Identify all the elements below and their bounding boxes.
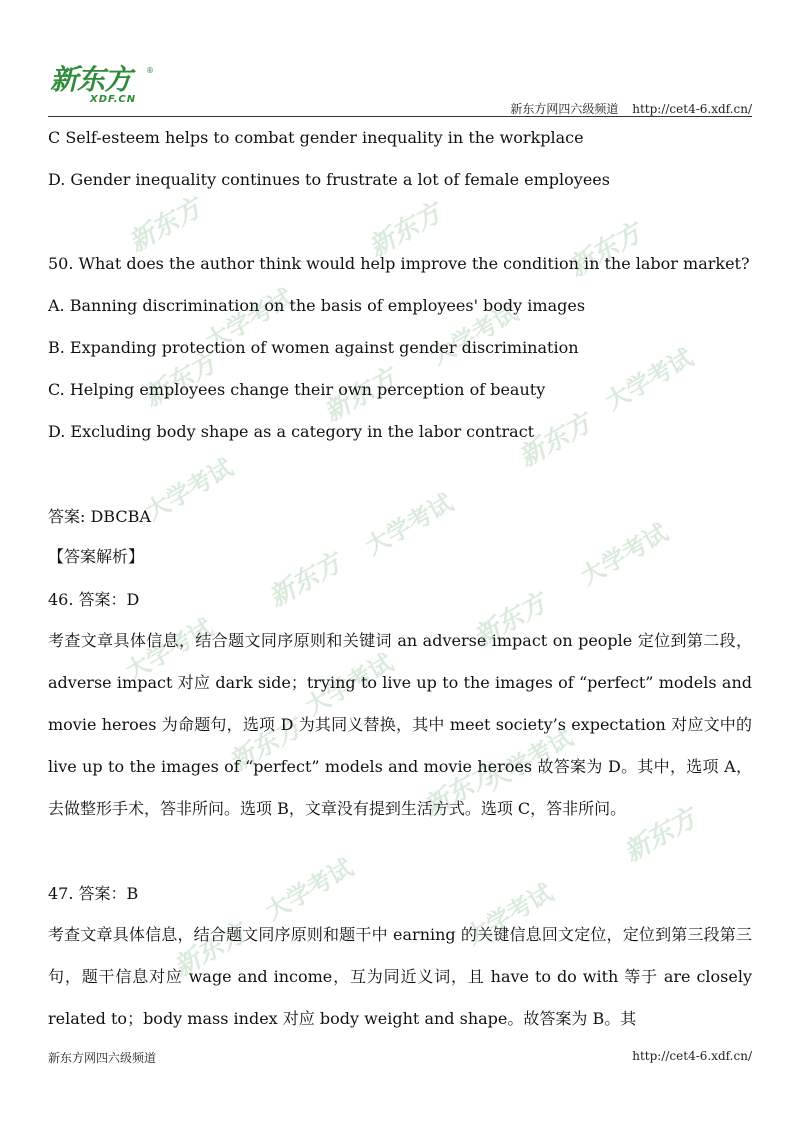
- watermark-brand: 新东方: [513, 408, 597, 474]
- watermark-exam: 大学考试: [140, 453, 238, 526]
- watermark-brand: 新东方: [138, 348, 222, 414]
- xdf-logo: [50, 64, 160, 106]
- watermark-exam: 大学考试: [300, 648, 398, 721]
- watermark-exam: 大学考试: [360, 488, 458, 561]
- logo-registered-mark: ®: [146, 66, 154, 75]
- watermark-exam: 大学考试: [200, 283, 298, 356]
- q49-option-d: D. Gender inequality continues to frustrate a lot of female employees: [48, 170, 610, 189]
- q50-option-b: B. Expanding protection of women against gender discrimination: [48, 338, 579, 357]
- q46-answer: 46. 答案：D: [48, 590, 140, 609]
- watermark-brand: 新东方: [363, 198, 447, 264]
- watermark-brand: 新东方: [168, 918, 252, 984]
- watermark-exam: 大学考试: [120, 613, 218, 686]
- analysis-heading: 【答案解析】: [48, 547, 145, 566]
- footer-url[interactable]: http://cet4-6.xdf.cn/: [632, 1049, 752, 1063]
- q49-option-c: C Self-esteem helps to combat gender inequality in the workplace: [48, 128, 584, 147]
- q47-explanation: 考查文章具体信息，结合题文同序原则和题干中 earning 的关键信息回文定位，定位到第三段第三句，题干信息对应 wage and income，互为同近义词，且 have to do with 等于 are closely related to；body mass index 对应 body weight and shape。故答案为 B。其: [48, 925, 752, 1028]
- header-info: [510, 100, 752, 117]
- watermark-exam: 大学考试: [480, 723, 578, 796]
- q50-question: 50. What does the author think would help improve the condition in the labor market?: [48, 254, 750, 273]
- watermark-exam: 大学考试: [575, 518, 673, 591]
- watermark-brand: 新东方: [418, 758, 502, 824]
- watermark-brand: 新东方: [563, 218, 647, 284]
- q50-option-a: A. Banning discrimination on the basis of employees' body images: [48, 296, 586, 315]
- watermark-exam: 大学考试: [460, 878, 558, 951]
- logo-chinese: 新东方: [50, 63, 132, 96]
- q50-option-d: D. Excluding body shape as a category in the labor contract: [48, 422, 535, 441]
- watermark-brand: 新东方: [223, 713, 307, 779]
- header-url[interactable]: http://cet4-6.xdf.cn/: [632, 102, 752, 116]
- header-divider: [48, 116, 752, 117]
- q47-answer: 47. 答案：B: [48, 884, 139, 903]
- watermark-brand: 新东方: [318, 363, 402, 429]
- logo-english: XDF.CN: [90, 94, 137, 105]
- footer-channel: 新东方网四六级频道: [48, 1051, 157, 1065]
- watermark-exam: 大学考试: [425, 298, 523, 371]
- watermark-exam: 大学考试: [600, 343, 698, 416]
- answer-key: 答案: DBCBA: [48, 507, 151, 526]
- watermark-brand: 新东方: [123, 193, 207, 259]
- q46-explanation: 考查文章具体信息，结合题文同序原则和关键词 an adverse impact on people 定位到第二段，adverse impact 对应 dark side；trying to live up to the images of “perfect” models and movie heroes 为命题句，选项 D 为其同义替换，其中 meet society’s expectation 对应文中的 live up to the images of “perfect” models and movie heroes 故答案为 D。其中，选项 A，去做整形手术，答非所问。选项 B，文章没有提到生活方式。选项 C，答非所问。: [48, 631, 752, 818]
- header-channel: 新东方网四六级频道: [510, 102, 619, 116]
- watermark-exam: 大学考试: [260, 853, 358, 926]
- watermark-brand: 新东方: [263, 548, 347, 614]
- watermark-brand: 新东方: [468, 588, 552, 654]
- q50-option-c: C. Helping employees change their own perception of beauty: [48, 380, 546, 399]
- watermark-brand: 新东方: [618, 803, 702, 869]
